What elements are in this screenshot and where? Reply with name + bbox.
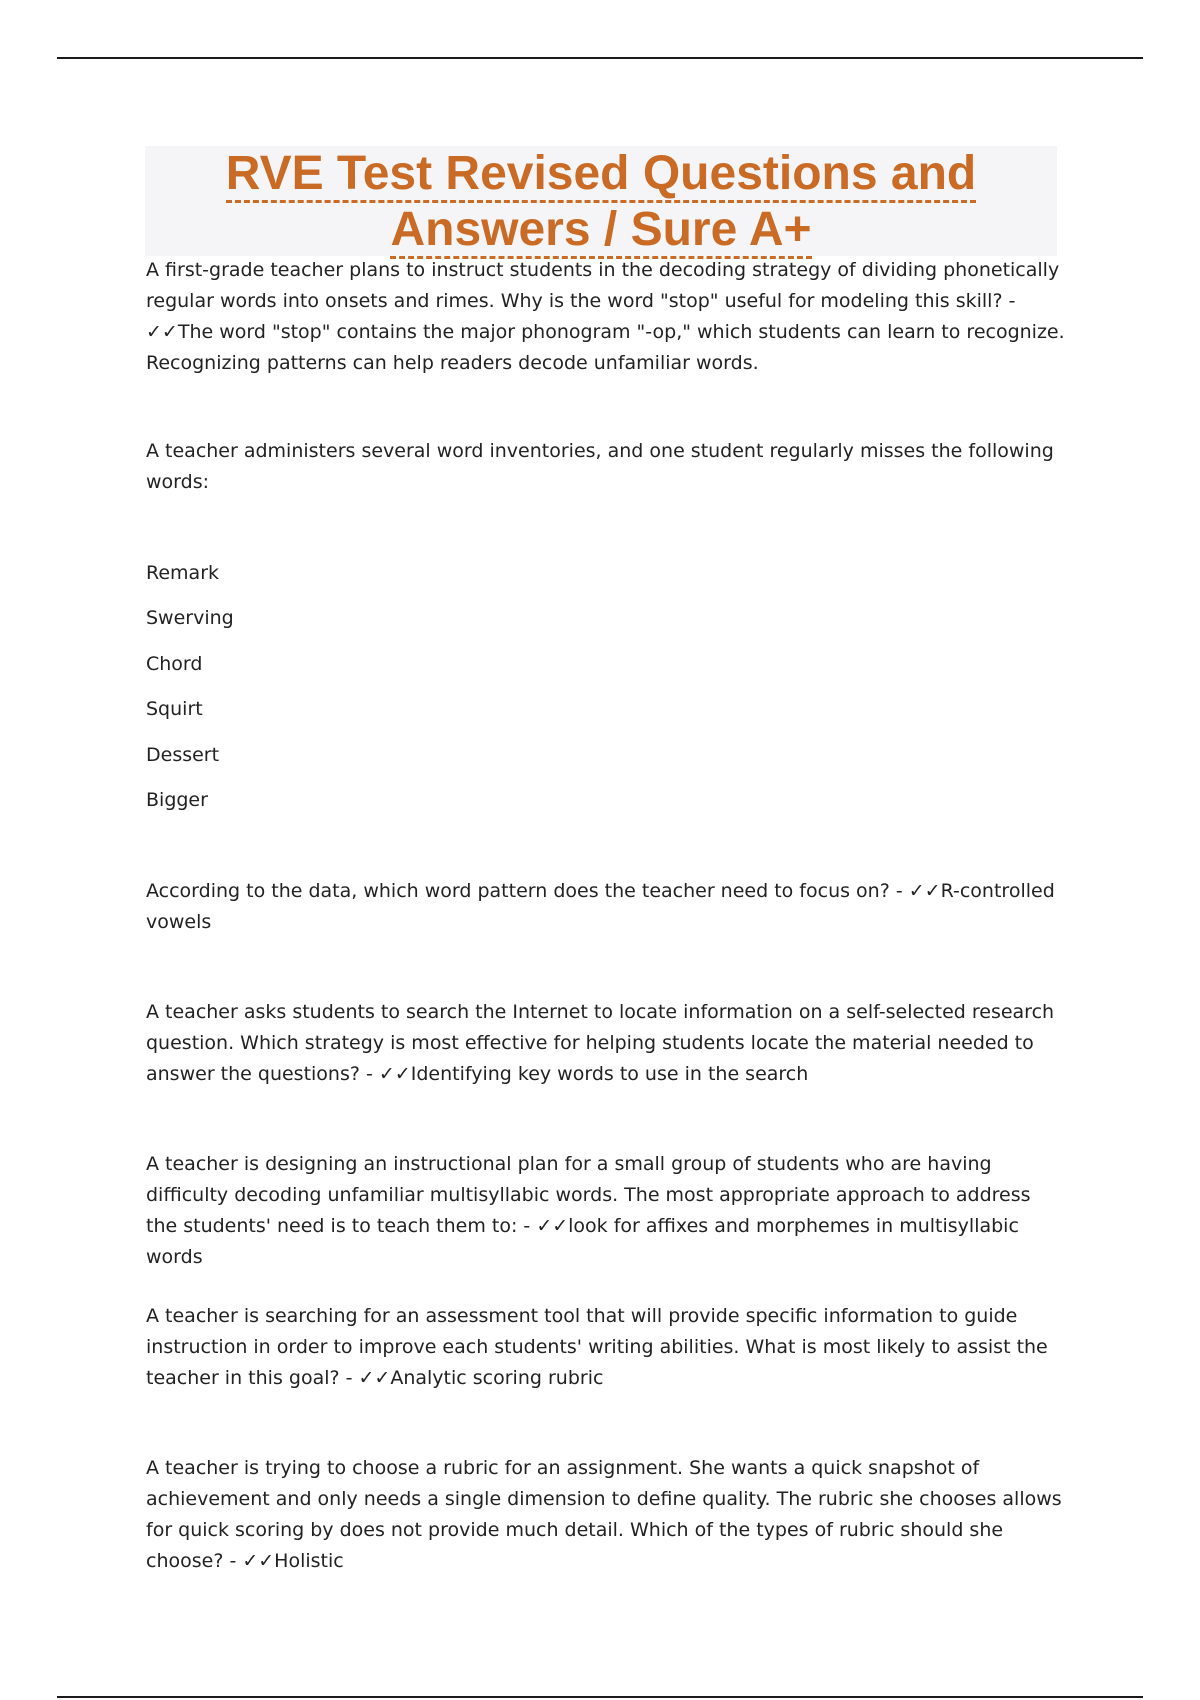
question-6: A teacher is trying to choose a rubric for an assignment. She wants a quick snapshot of achievement and only needs a single dimension to define quality. The rubric she chooses allows for quick scoring by does not provide much detail. Which of the types of rubric should she choose? - ✓✓Holistic <box>146 1457 1062 1572</box>
title-line-2: Answers / Sure A+ <box>390 203 811 259</box>
question-2-intro: A teacher administers several word inventories, and one student regularly misses the following words: <box>146 440 1054 493</box>
header-rule <box>57 57 1143 59</box>
word-list-item: Chord <box>146 653 203 675</box>
word-list-item: Bigger <box>146 789 208 811</box>
question-2-answer: According to the data, which word pattern does the teacher need to focus on? - ✓✓R-controlled vowels <box>146 880 1055 933</box>
word-list-item: Squirt <box>146 698 203 720</box>
word-list-item: Dessert <box>146 744 220 766</box>
question-1: A first-grade teacher plans to instruct students in the decoding strategy of dividing phonetically regular words into onsets and rimes. Why is the word "stop" useful for modeling this skill? - ✓✓The word "stop" contains the major phonogram "-op," which students can learn to recognize. Recognizing patterns can help readers decode unfamiliar words. <box>146 259 1065 374</box>
document-title <box>145 146 1057 258</box>
word-list-item: Remark <box>146 562 220 584</box>
question-3: A teacher asks students to search the Internet to locate information on a self-selected research question. Which strategy is most effective for helping students locate the material needed to answer the questions? - ✓✓Identifying key words to use in the search <box>146 1001 1055 1085</box>
word-list-item: Swerving <box>146 607 234 629</box>
footer-rule <box>57 1696 1143 1698</box>
question-5: A teacher is searching for an assessment tool that will provide specific information to guide instruction in order to improve each students' writing abilities. What is most likely to assist the teacher in this goal? - ✓✓Analytic scoring rubric <box>146 1305 1048 1389</box>
question-4: A teacher is designing an instructional plan for a small group of students who are having difficulty decoding unfamiliar multisyllabic words. The most appropriate approach to address the students' need is to teach them to: - ✓✓look for affixes and morphemes in multisyllabic words <box>146 1153 1031 1268</box>
title-line-1: RVE Test Revised Questions and <box>226 147 976 203</box>
